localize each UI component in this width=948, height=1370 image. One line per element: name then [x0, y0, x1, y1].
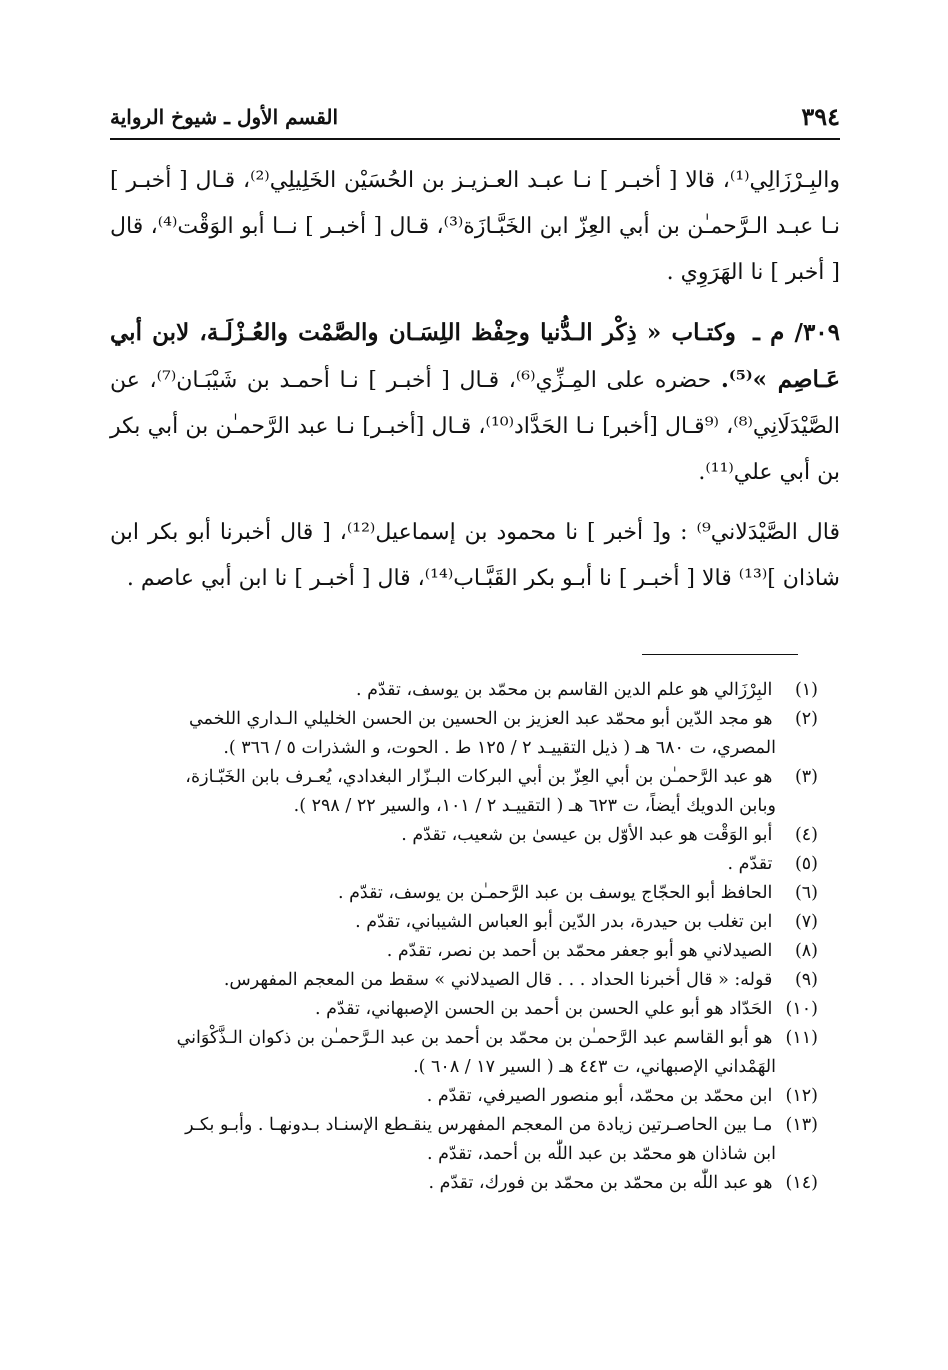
footnote-number: (١٠): [785, 999, 818, 1019]
footnote: [100, 676, 818, 705]
paragraph-2: [110, 310, 840, 496]
paragraph-1: والبِـرْزَالِي⁽¹⁾، قالا [ أخبـر ] نـا عبـد العـزيـز بن الحُسَيْن الخَلِيلِي⁽²⁾، قـال [ أخبـر ] نـا عبـد الـرَّحمـٰن بن أبي العِزّ ابن الخَبَّـازَة⁽³⁾، قـال [ أخبـر ] نــا أبو الوَقْت⁽⁴⁾، قال [ أخبر ] نا الهَرَوِي .: [110, 168, 841, 285]
footnote-continuation: وبابن الدويك أيضاً، ت ٦٢٣ هـ ( التقييـد ٢ / ١٠١، والسير ٢٢ / ٢٩٨ ).: [293, 796, 776, 816]
footnote: [100, 995, 818, 1024]
footnote-text: البِرْزَالي هو علم الدين القاسم بن محمّد بن يوسف، تقدّم .: [356, 680, 773, 700]
entry-title: وكتـاب « ذِكْر الـدُّنيا وحِفْظ اللِسَـان والصَّمْت والعُـزْلَـة، لابن أبي عَـاصِم »⁽⁵⁾.: [110, 319, 841, 393]
footnote-text: مـا بين الحاصـرتين زيادة من المعجم المفهرس ينقـطع الإسنـاد بـدونهـا . وأبـو بكـر: [185, 1115, 773, 1135]
footnote-number: (٧): [794, 912, 818, 932]
footnote: [100, 821, 818, 850]
footnote-number: (١٤): [785, 1173, 818, 1193]
footnote: [100, 1169, 818, 1198]
footnote: [100, 937, 818, 966]
footnote: [100, 879, 818, 908]
footnote-number: (٤): [794, 825, 818, 845]
footnote: [100, 1111, 818, 1140]
footnote-number: (٢): [794, 709, 818, 729]
footnote-text: الحافظ أبو الحجّاج يوسف بن عبد الرَّحمـٰن بن يوسف، تقدّم .: [337, 883, 773, 903]
header-rule: [110, 138, 840, 140]
footnote-number: (١١): [785, 1028, 818, 1048]
footnote-continuation: ابن شاذان هو محمّد بن عبد اللّٰه بن أحمد، تقدّم .: [426, 1144, 776, 1164]
footnote-text: أبو الوَقْت هو عبد الأوّل بن عيسىٰ بن شعيب، تقدّم .: [401, 825, 773, 845]
footnote-text: هو أبو القاسم عبد الرَّحمـٰن بن محمّد بن أحمد بن عبد الـرَّحمـٰن بن ذكوان الـذَّكْوَاني: [176, 1028, 773, 1048]
footnote-continuation: الهَمْداني الإصبهاني، ت ٤٤٣ هـ ( السير ١٧ / ٦٠٨ ).: [413, 1057, 776, 1077]
footnote-text: هو عبد الرَّحمـٰن بن أبي العِزّ بن أبي البركات البـزّار البغدادي، يُعـرف بابن الخَبّـازة،: [185, 767, 773, 787]
footnote: [100, 763, 818, 792]
footnote: [100, 850, 818, 879]
footnote-number: (٣): [794, 767, 818, 787]
footnote-number: (١٣): [785, 1115, 818, 1135]
footnote-text: ابن تغلب بن حيدرة، بدر الدّين أبو العباس الشيباني، تقدّم .: [355, 912, 773, 932]
footnote-text: الحَدّاد هو أبو علي الحسن بن أحمد بن الحسن الإصبهاني، تقدّم .: [315, 999, 773, 1019]
footnote-text: هو عبد اللّٰه بن محمّد بن محمّد بن فورك، تقدّم .: [428, 1173, 773, 1193]
footnote: [100, 1024, 818, 1053]
running-title: القسم الأول ـ شيوخ الرواية: [110, 105, 339, 129]
footnote-text: الصيدلاني هو أبو جعفر محمّد بن أحمد بن نصر، تقدّم .: [386, 941, 773, 961]
main-text: [110, 158, 840, 616]
footnote-text: ابن محمّد بن محمّد، أبو منصور الصيرفي، تقدّم .: [426, 1086, 773, 1106]
paragraph-2-text: حضره على المِـزِّي⁽⁶⁾، قـال [ أخبـر ] نـا أحمـد بن شَيْبَـان⁽⁷⁾، عن الصَّيْدَلَانِي⁽⁸⁾، ⁽⁹قـال [أخبر] نـا الحَدَّاد⁽¹⁰⁾، قـال [أخبـر] نـا عبد الرَّحمـٰن بن أبي بكر بن أبي علي⁽¹¹⁾.: [110, 368, 840, 485]
footnote: [100, 705, 818, 734]
page-header: [110, 92, 840, 132]
footnote: [100, 1082, 818, 1111]
footnote-number: (١٢): [785, 1086, 818, 1106]
footnote-number: (٥): [794, 854, 818, 874]
page-number: ٣٩٤: [801, 102, 840, 131]
footnote-number: (١): [794, 680, 818, 700]
footnote-number: (٨): [794, 941, 818, 961]
footnote-text: هو مجد الدّين أبو محمّد عبد العزيز بن الحسين بن الحسن الخليلي الـداري اللخمي: [188, 709, 773, 729]
footnote: [100, 966, 818, 995]
paragraph-3: قال الصَّيْدَلاني⁹⁾ : و[ أخبر ] نا محمود بن إسماعيل⁽¹²⁾، [ قال أخبرنا أبو بكر ابن شاذان ]⁽¹³⁾ قالا [ أخبـر ] نا أبـو بكر القَبَّـاب⁽¹⁴⁾، قال [ أخبـر ] نا ابن أبي عاصم .: [110, 520, 841, 591]
entry-number: ٣٠٩/ م ـ: [753, 319, 840, 346]
footnote: [100, 908, 818, 937]
footnote-text: تقدّم .: [727, 854, 773, 874]
footnote-number: (٩): [794, 970, 818, 990]
footnote-number: (٦): [794, 883, 818, 903]
footnote-text: قوله: « قال أخبرنا الحداد . . . قال الصيدلاني » سقط من المعجم المفهرس.: [223, 970, 773, 990]
footnote-rule: [642, 654, 798, 655]
footnotes: [100, 676, 818, 1198]
footnote-continuation: المصري، ت ٦٨٠ هـ ( ذيل التقييـد ٢ / ١٢٥ ط . الحوت، و الشذرات ٥ / ٣٦٦ ).: [223, 738, 776, 758]
